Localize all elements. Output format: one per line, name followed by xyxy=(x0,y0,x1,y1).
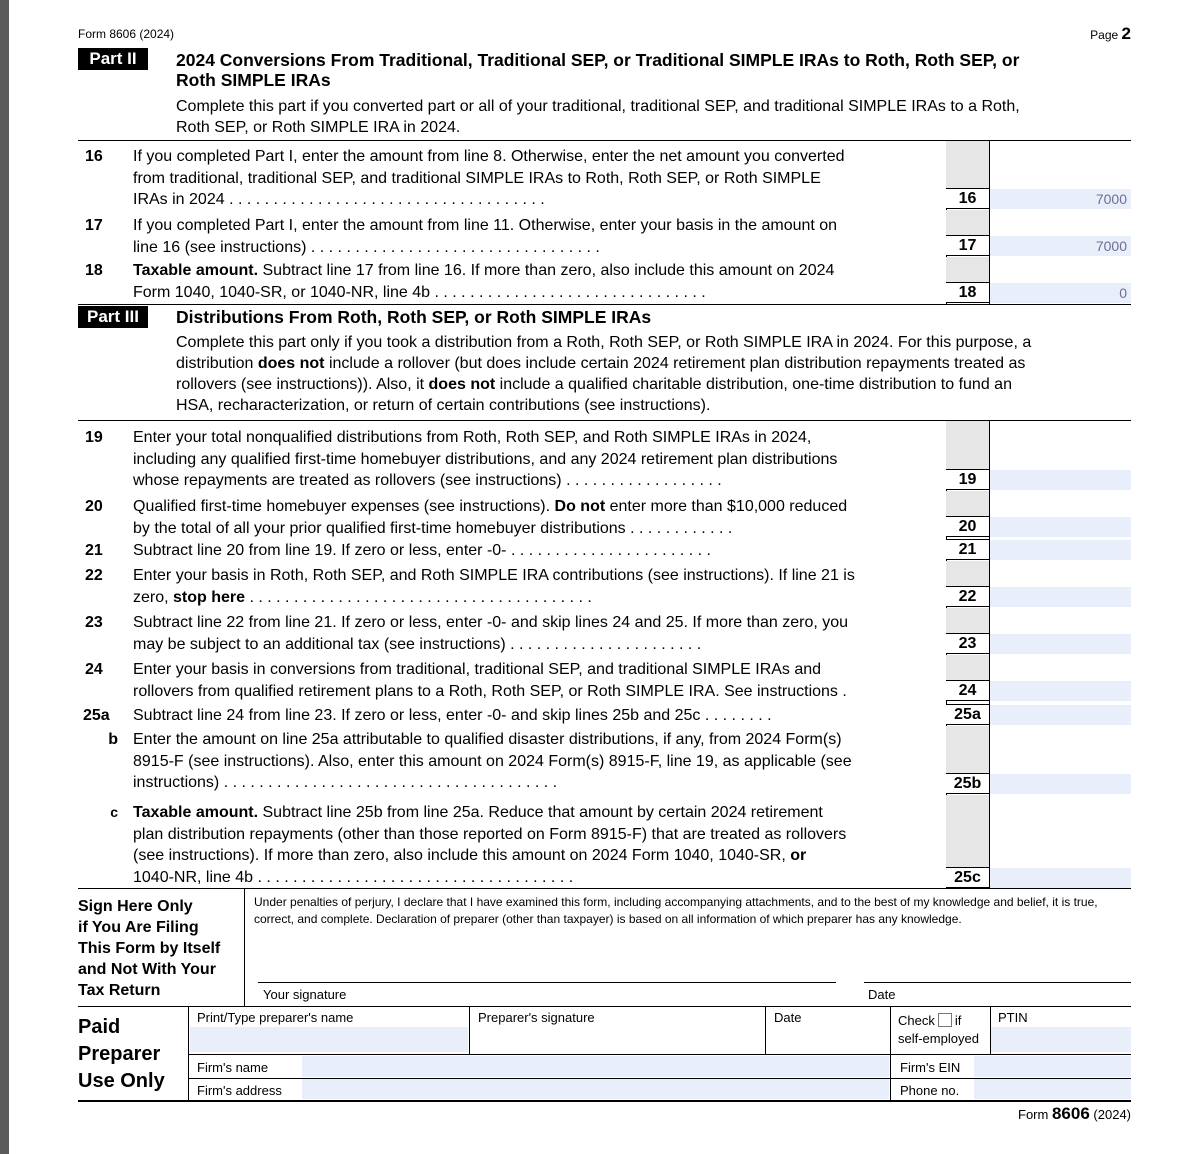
shade-box xyxy=(946,257,989,283)
line-17-text: If you completed Part I, enter the amount from line 11. Otherwise, enter your basis in the amount on line 16 (see instructions) . . . . . . . . . . . . . . . . . . . . . . . . . . . . . . . . . xyxy=(133,217,838,256)
self-employed-check: Check if self-employed xyxy=(898,1013,979,1046)
divider xyxy=(78,1006,1131,1007)
line-number-18: 18 xyxy=(85,262,103,279)
box-25b: 25b xyxy=(946,773,989,794)
line-25c-amount-field[interactable] xyxy=(990,867,1131,888)
shade-box xyxy=(946,561,989,586)
box-19: 19 xyxy=(946,469,989,490)
form-page xyxy=(78,20,1131,1140)
firm-name-label: Firm's name xyxy=(197,1060,269,1075)
window-edge xyxy=(0,0,9,1154)
sign-here-title: Sign Here Only if You Are Filing This Form by Itself and Not With Your Tax Return xyxy=(78,898,221,999)
shade-box xyxy=(946,421,989,469)
box-21: 21 xyxy=(946,539,989,560)
preparer-date-label: Date xyxy=(774,1010,802,1025)
line-25a-text: Subtract line 24 from line 23. If zero or less, enter -0- and skip lines 25b and 25c . . . . . . . . xyxy=(133,707,772,724)
sign-divider xyxy=(244,889,245,1006)
line-16-text: If you completed Part I, enter the amount from line 8. Otherwise, enter the net amount you converted from traditional, traditional SEP, and traditional SIMPLE IRAs to Roth, Roth SEP, or Roth SIMPLE IRAs in 2024 . . . . . . . . . . . . . . . . . . . . . . . . . . . . . . . . . . . . xyxy=(133,148,845,208)
phone-label: Phone no. xyxy=(900,1083,960,1098)
shade-box xyxy=(946,210,989,236)
line-number-25b: b xyxy=(108,731,118,748)
line-number-21: 21 xyxy=(85,542,103,559)
part3-description: Complete this part only if you took a distribution from a Roth, Roth SEP, or Roth SIMPLE IRA in 2024. For this purpose, a distribution does not include a rollover (but does include certain 2024 retirement plan distribution repayments treated as rollovers (see instructions)). Also, it does not include a qualified charitable distribution, one-time distribution to fund an HSA, recharacterization, or return of certain contributions (see instructions). xyxy=(176,334,1032,414)
shade-box xyxy=(946,795,989,867)
firm-ein-label: Firm's EIN xyxy=(900,1060,961,1075)
line-21-text: Subtract line 20 from line 19. If zero or less, enter -0- . . . . . . . . . . . . . . . . . . . . . . . xyxy=(133,542,711,559)
box-24: 24 xyxy=(946,680,989,701)
preparer-name-label: Print/Type preparer's name xyxy=(197,1010,354,1025)
line-22-amount-field[interactable] xyxy=(990,586,1131,607)
box-25c: 25c xyxy=(946,867,989,888)
shade-box xyxy=(946,491,989,516)
line-24-amount-field[interactable] xyxy=(990,680,1131,701)
line-19-text: Enter your total nonqualified distributions from Roth, Roth SEP, and Roth SIMPLE IRAs in 2024, including any qualified first-time homebuyer distributions, and any 2024 retirement plan distributions whose repayments are treated as rollovers (see instructions) . . . . . . . . . . . . . . . . . . xyxy=(133,429,838,489)
shade-box xyxy=(946,141,989,188)
line-25c-text: Taxable amount. Subtract line 25b from line 25a. Reduce that amount by certain 2024 retirement plan distribution repayments (other than those reported on Form 8915-F) that are treated as rollovers (see instructions). If more than zero, also include this amount on 2024 Form 1040, 1040-SR, or 1040-NR, line 4b . . . . . . . . . . . . . . . . . . . . . . . . . . . . . . . . . . . . xyxy=(133,804,847,886)
line-number-25c: c xyxy=(110,804,118,820)
line-number-20: 20 xyxy=(85,498,103,515)
line-20-text: Qualified first-time homebuyer expenses (see instructions). Do not enter more than $10,000 reduced by the total of all your prior qualified first-time homebuyer distributions . . . . . . . . . . . . xyxy=(133,498,848,537)
part2-badge: Part II xyxy=(78,48,148,70)
form-header-label: Form 8606 (2024) xyxy=(78,27,175,41)
firm-ein-field[interactable] xyxy=(974,1056,1131,1077)
line-19-amount-field[interactable] xyxy=(990,469,1131,490)
shade-box xyxy=(946,726,989,773)
line-18-amount-field[interactable]: 0 xyxy=(990,282,1131,303)
box-25a: 25a xyxy=(946,704,989,725)
line-number-19: 19 xyxy=(85,429,103,446)
page-number: Page 2 xyxy=(1090,24,1131,43)
line-number-22: 22 xyxy=(85,567,103,584)
line-25a-amount-field[interactable] xyxy=(990,704,1131,725)
your-signature-label: Your signature xyxy=(263,987,347,1002)
column-rule xyxy=(765,1007,766,1054)
line-number-25a: 25a xyxy=(83,707,110,724)
line-22-text: Enter your basis in Roth, Roth SEP, and Roth SIMPLE IRA contributions (see instructions). If line 21 is zero, stop here . . . . . . . . . . . . . . . . . . . . . . . . . . . . . . . . . . . . . . . xyxy=(133,567,855,606)
divider xyxy=(189,1054,1131,1055)
box-17: 17 xyxy=(946,235,989,256)
line-21-amount-field[interactable] xyxy=(990,539,1131,560)
phone-field[interactable] xyxy=(974,1079,1131,1099)
line-number-16: 16 xyxy=(85,148,103,165)
column-rule xyxy=(989,421,990,888)
line-25b-text: Enter the amount on line 25a attributable to qualified disaster distributions, if any, from 2024 Form(s) 8915-F (see instructions). Also, enter this amount on 2024 Form(s) 8915-F, line 19, as applicable (see instructions) . . . . . . . . . . . . . . . . . . . . . . . . . . . . . . . . . . . . . . xyxy=(133,731,852,791)
line-23-text: Subtract line 22 from line 21. If zero or less, enter -0- and skip lines 24 and 25. If more than zero, you may be subject to an additional tax (see instructions) . . . . . . . . . . . . . . . . . . . . . . xyxy=(133,614,849,653)
box-20: 20 xyxy=(946,516,989,537)
sign-date-line[interactable] xyxy=(864,982,1131,983)
perjury-declaration: Under penalties of perjury, I declare that I have examined this form, including accompanying attachments, and to the best of my knowledge and belief, it is true, correct, and complete. Declaration of preparer (other than taxpayer) is based on all information of which preparer has any knowledge. xyxy=(254,895,1098,926)
shade-box xyxy=(946,655,989,680)
line-17-amount-field[interactable]: 7000 xyxy=(990,235,1131,256)
firm-address-field[interactable] xyxy=(302,1079,889,1099)
preparer-signature-label: Preparer's signature xyxy=(478,1010,595,1025)
preparer-name-field[interactable] xyxy=(190,1027,468,1052)
column-rule xyxy=(989,141,990,304)
shade-box xyxy=(946,608,989,633)
line-20-amount-field[interactable] xyxy=(990,516,1131,537)
firm-name-field[interactable] xyxy=(302,1056,889,1077)
part2-description: Complete this part if you converted part or all of your traditional, traditional SEP, and traditional SIMPLE IRAs to a Roth, Roth SEP, or Roth SIMPLE IRA in 2024. xyxy=(176,98,1020,136)
your-signature-line[interactable] xyxy=(258,982,836,983)
line-18-text: Taxable amount. Subtract line 17 from line 16. If more than zero, also include this amount on 2024 Form 1040, 1040-SR, or 1040-NR, line 4b . . . . . . . . . . . . . . . . . . . . . . . . . . . . . . . xyxy=(133,262,835,301)
ptin-field[interactable] xyxy=(991,1027,1131,1052)
part3-badge: Part III xyxy=(78,306,148,328)
part3-title: Distributions From Roth, Roth SEP, or Roth SIMPLE IRAs xyxy=(176,307,652,327)
form-footer: Form 8606 (2024) xyxy=(1018,1104,1131,1123)
line-number-23: 23 xyxy=(85,614,103,631)
box-16: 16 xyxy=(946,188,989,209)
sign-date-label: Date xyxy=(868,987,896,1002)
box-22: 22 xyxy=(946,586,989,607)
line-24-text: Enter your basis in conversions from traditional, traditional SEP, and traditional SIMPLE IRAs and rollovers from qualified retirement plans to a Roth, Roth SEP, or Roth SIMPLE IRA. See instructions . xyxy=(133,661,847,700)
line-number-24: 24 xyxy=(85,661,103,678)
paid-preparer-title: Paid Preparer Use Only xyxy=(78,1016,165,1092)
box-18: 18 xyxy=(946,282,989,303)
divider xyxy=(78,888,1131,889)
part2-title: 2024 Conversions From Traditional, Traditional SEP, or Traditional SIMPLE IRAs to Roth, Roth SEP, or Roth SIMPLE IRAs xyxy=(176,50,1020,90)
self-employed-checkbox[interactable] xyxy=(938,1013,952,1027)
line-25b-amount-field[interactable] xyxy=(990,773,1131,794)
ptin-label: PTIN xyxy=(998,1010,1028,1025)
line-number-17: 17 xyxy=(85,217,103,234)
column-rule xyxy=(469,1007,470,1054)
divider xyxy=(78,304,1131,305)
line-23-amount-field[interactable] xyxy=(990,633,1131,654)
line-16-amount-field[interactable]: 7000 xyxy=(990,188,1131,209)
box-23: 23 xyxy=(946,633,989,654)
divider xyxy=(78,1100,1131,1102)
firm-address-label: Firm's address xyxy=(197,1083,282,1098)
